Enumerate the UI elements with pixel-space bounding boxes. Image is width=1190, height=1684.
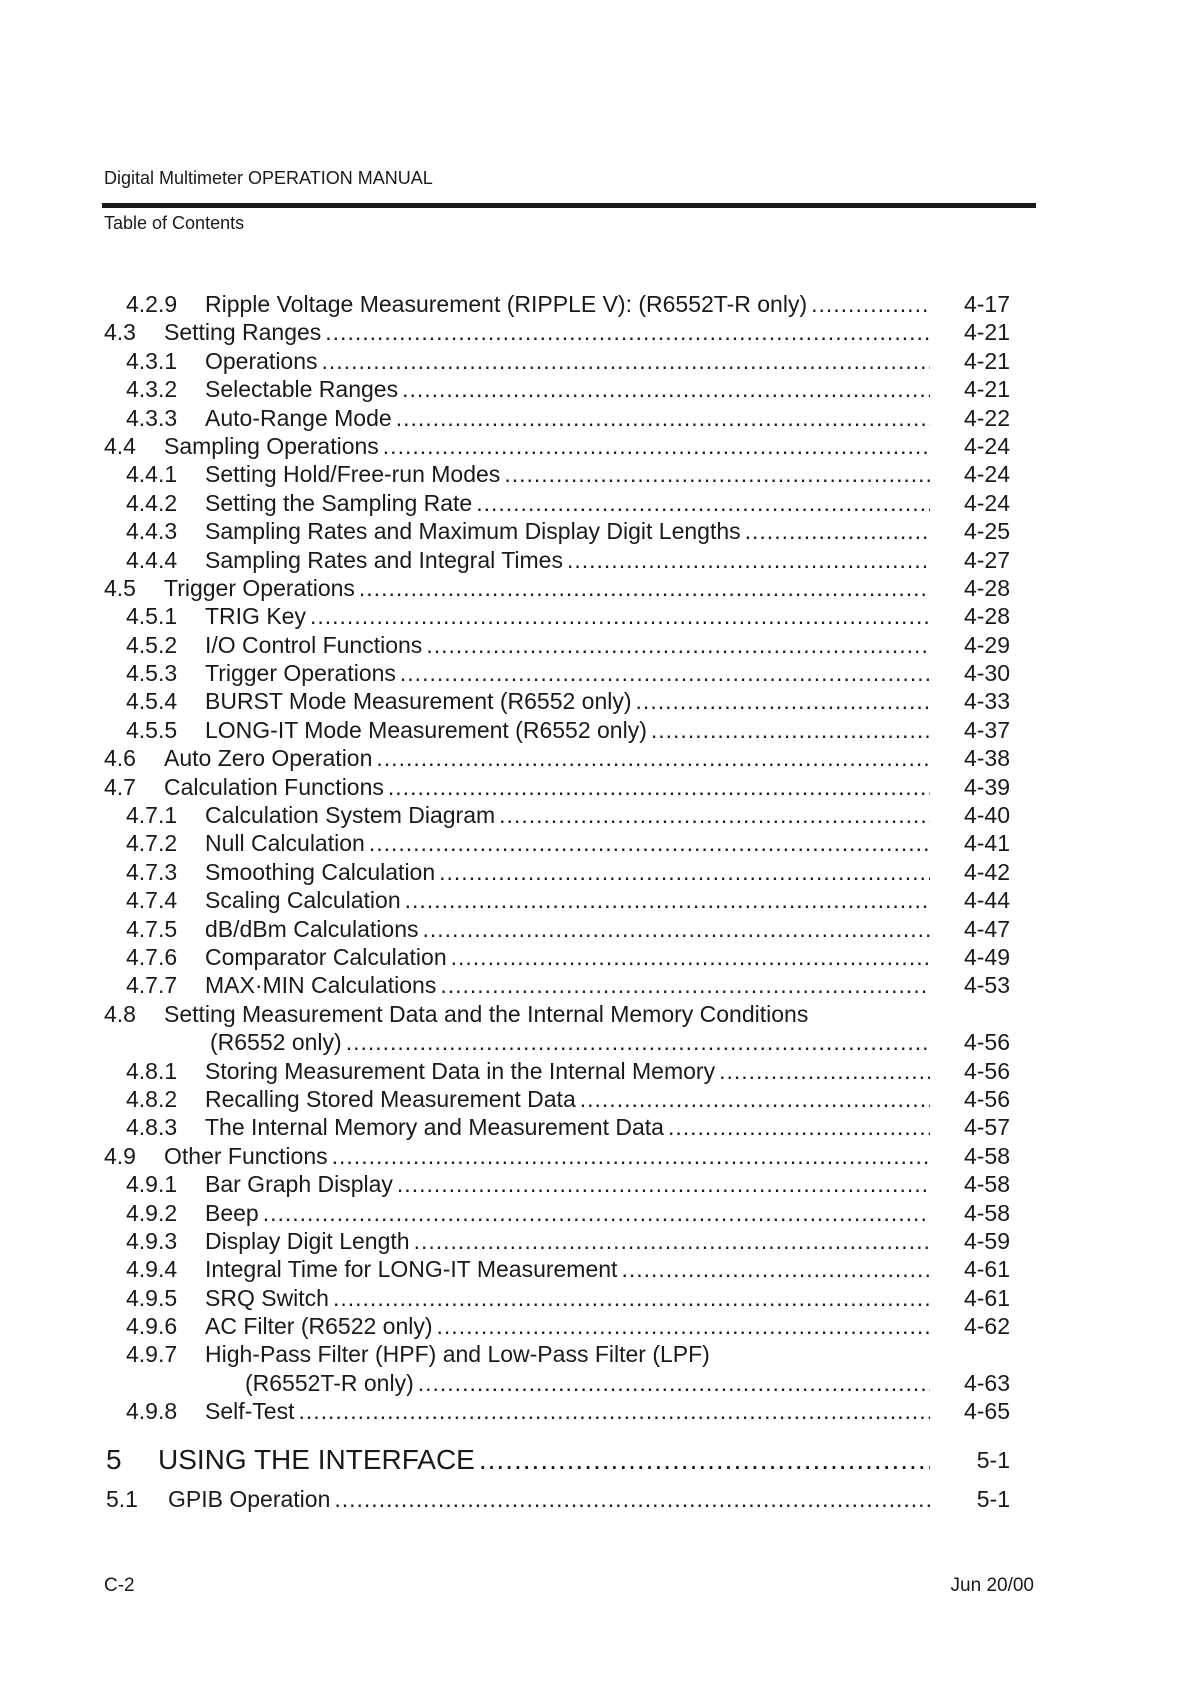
toc-entry-title: (R6552 only)	[210, 1029, 342, 1056]
toc-entry-body	[205, 602, 930, 630]
toc-entry-leader-dots	[745, 517, 930, 545]
toc-entry-number: 4.9.4	[126, 1256, 178, 1283]
toc-entry-number: 4.9.5	[126, 1284, 178, 1311]
toc-entry-number: 4.7.2	[126, 830, 178, 857]
toc-entry-page: 5-1	[976, 1446, 1010, 1473]
toc-entry-body	[210, 1028, 930, 1056]
toc-entry-body	[205, 1085, 930, 1113]
toc-entry-number: 4.8	[104, 1000, 136, 1027]
toc-entry-number: 4.9	[104, 1142, 136, 1169]
toc-entry-leader-dots	[369, 829, 930, 857]
toc-entry-page: 4-40	[963, 802, 1010, 829]
toc-entry-leader-dots	[719, 1057, 930, 1085]
toc-entry-leader-dots	[451, 943, 930, 971]
toc-entry[interactable]	[0, 1057, 1190, 1085]
toc-entry-body	[205, 971, 930, 999]
toc-entry[interactable]	[0, 659, 1190, 687]
toc-entry-title: Setting Ranges	[164, 319, 322, 346]
toc-entry-page: 4-41	[963, 830, 1010, 857]
toc-entry-body	[205, 1227, 930, 1255]
toc-entry-body	[164, 574, 930, 602]
toc-entry-body	[164, 1000, 856, 1028]
toc-entry-number: 4.3.2	[126, 376, 178, 403]
toc-entry-title: The Internal Memory and Measurement Data	[205, 1114, 664, 1141]
toc-entry-number: 4.4.4	[126, 546, 178, 573]
toc-entry-number: 4.9.1	[126, 1171, 178, 1198]
toc-entry[interactable]	[0, 687, 1190, 715]
toc-entry-body	[205, 1284, 930, 1312]
toc-entry-number: 4.9.6	[126, 1313, 178, 1340]
toc-entry-page: 4-58	[963, 1199, 1010, 1226]
toc-entry[interactable]	[0, 631, 1190, 659]
toc-entry-leader-dots	[621, 1255, 930, 1283]
toc-entry-body	[205, 1312, 930, 1340]
toc-entry[interactable]	[0, 375, 1190, 403]
toc-entry-body	[205, 404, 930, 432]
toc-entry-title: Ripple Voltage Measurement (RIPPLE V): (R6552T-R only)	[205, 291, 808, 317]
toc-entry-body	[205, 716, 930, 744]
toc-entry-leader-dots	[440, 971, 930, 999]
toc-entry-title: MAX·MIN Calculations	[205, 972, 437, 999]
toc-entry-body	[164, 744, 930, 772]
toc-entry-body	[205, 1340, 856, 1368]
toc-entry-title: Scaling Calculation	[205, 887, 401, 914]
toc-entry-title: Self-Test	[205, 1398, 295, 1425]
toc-entry-leader-dots	[383, 432, 930, 460]
toc-entry-number: 4.8.3	[126, 1114, 178, 1141]
toc-entry-page: 4-21	[963, 376, 1010, 403]
toc-entry-title: Calculation System Diagram	[205, 802, 496, 829]
toc-entry-page: 4-28	[963, 574, 1010, 601]
toc-entry-number: 5	[106, 1443, 122, 1475]
toc-entry-body	[205, 915, 930, 943]
toc-entry-leader-dots	[333, 1284, 930, 1312]
toc-entry[interactable]	[0, 1480, 1190, 1518]
toc-entry[interactable]	[0, 971, 1190, 999]
toc-entry-body	[158, 1440, 930, 1480]
toc-entry-title: Integral Time for LONG-IT Measurement	[205, 1256, 618, 1283]
toc-entry-title: Sampling Rates and Integral Times	[205, 546, 563, 573]
toc-entry-leader-dots	[499, 801, 930, 829]
toc-entry[interactable]	[0, 1312, 1190, 1340]
toc-entry-number: 4.7.6	[126, 943, 178, 970]
toc-entry[interactable]	[0, 744, 1190, 772]
toc-entry-leader-dots	[396, 404, 930, 432]
toc-entry-body	[205, 659, 930, 687]
toc-entry[interactable]	[0, 318, 1190, 346]
toc-entry-leader-dots	[263, 1199, 930, 1227]
toc-entry-leader-dots	[332, 1142, 930, 1170]
toc-entry-page: 4-61	[963, 1256, 1010, 1283]
toc-entry-number: 4.5	[104, 574, 136, 601]
toc-entry-number: 4.7.1	[126, 802, 178, 829]
toc-entry-page: 4-27	[963, 546, 1010, 573]
toc-entry-body	[205, 886, 930, 914]
toc-entry-title: I/O Control Functions	[205, 631, 423, 658]
toc-entry[interactable]	[0, 517, 1190, 545]
toc-entry-page: 4-39	[963, 773, 1010, 800]
toc-entry-page: 4-24	[963, 432, 1010, 459]
toc-entry-page: 4-21	[963, 347, 1010, 374]
toc-entry[interactable]	[0, 1340, 1190, 1368]
toc-entry-page: 4-58	[963, 1142, 1010, 1169]
toc-entry-body	[205, 1170, 930, 1198]
toc-entry-title: AC Filter (R6522 only)	[205, 1313, 433, 1340]
toc-entry-number: 4.9.3	[126, 1227, 178, 1254]
toc-entry-page: 4-47	[963, 915, 1010, 942]
toc-entry[interactable]	[0, 1170, 1190, 1198]
toc-entry-page: 4-65	[963, 1398, 1010, 1425]
toc-entry-page: 4-56	[963, 1057, 1010, 1084]
toc-entry[interactable]	[0, 489, 1190, 517]
toc-entry-page: 4-61	[963, 1284, 1010, 1311]
toc-entry-number: 4.4.1	[126, 461, 178, 488]
toc-entry-title: High-Pass Filter (HPF) and Low-Pass Filter (LPF)	[205, 1341, 710, 1368]
toc-entry-number: 4.3	[104, 319, 136, 346]
toc-entry-body	[205, 687, 930, 715]
toc-entry-number: 4.5.1	[126, 603, 178, 630]
toc-entry-body	[164, 318, 930, 346]
toc-entry-page: 4-53	[963, 972, 1010, 999]
toc-entry-title: Sampling Operations	[164, 432, 379, 459]
toc-entry-body	[205, 1113, 930, 1141]
toc-entry[interactable]	[0, 1199, 1190, 1227]
toc-entry-page: 4-59	[963, 1227, 1010, 1254]
toc-entry-page: 4-38	[963, 745, 1010, 772]
toc-entry-page: 4-62	[963, 1313, 1010, 1340]
toc-entry-number: 4.4.3	[126, 518, 178, 545]
toc-entry-title: Display Digit Length	[205, 1227, 410, 1254]
toc-entry-title: Auto Zero Operation	[164, 745, 373, 772]
toc-entry-leader-dots	[811, 290, 930, 318]
toc-entry-leader-dots	[334, 1480, 930, 1518]
toc-entry-page: 5-1	[976, 1485, 1010, 1512]
toc-entry-page: 4-25	[963, 518, 1010, 545]
toc-entry-leader-dots	[359, 574, 930, 602]
toc-entry[interactable]	[0, 290, 1190, 318]
toc-entry-body	[205, 829, 930, 857]
toc-entry-title: Smoothing Calculation	[205, 858, 436, 885]
toc-entry-leader-dots	[580, 1085, 930, 1113]
toc-entry-page: 4-28	[963, 603, 1010, 630]
toc-entry-title: Storing Measurement Data in the Internal Memory	[205, 1057, 716, 1084]
toc-entry-body	[205, 489, 930, 517]
toc-entry-body	[205, 858, 930, 886]
toc-entry-number: 5.1	[106, 1485, 138, 1512]
toc-entry-number: 4.3.1	[126, 347, 178, 374]
toc-entry-body	[205, 375, 930, 403]
toc-entry-number: 4.3.3	[126, 404, 178, 431]
toc-entry[interactable]	[0, 574, 1190, 602]
toc-entry-leader-dots	[405, 886, 930, 914]
toc-entry-body	[205, 1397, 930, 1425]
toc-entry[interactable]	[0, 915, 1190, 943]
toc-entry[interactable]	[0, 404, 1190, 432]
toc-entry-title: SRQ Switch	[205, 1284, 329, 1311]
toc-entry-page: 4-30	[963, 660, 1010, 687]
toc-entry-leader-dots	[397, 1170, 930, 1198]
toc-entry-body	[205, 943, 930, 971]
toc-entry-leader-dots	[567, 546, 930, 574]
toc-entry[interactable]	[0, 801, 1190, 829]
toc-entry-leader-dots	[504, 460, 930, 488]
toc-entry-leader-dots	[426, 631, 930, 659]
toc-entry-leader-dots	[400, 659, 930, 687]
toc-entry[interactable]	[0, 602, 1190, 630]
toc-entry-number: 4.9.7	[126, 1341, 178, 1368]
toc-entry-body	[205, 1057, 930, 1085]
toc-entry-leader-dots	[418, 1369, 930, 1397]
toc-entry-number: 4.7.4	[126, 887, 178, 914]
toc-entry-title: USING THE INTERFACE	[158, 1443, 475, 1475]
toc-entry-title: Setting the Sampling Rate	[205, 489, 473, 516]
toc-entry-page: 4-17	[963, 291, 1010, 317]
toc-entry-body	[205, 1199, 930, 1227]
toc-entry-number: 4.4.2	[126, 489, 178, 516]
toc-entry-page: 4-63	[963, 1369, 1010, 1396]
toc-entry-page: 4-56	[963, 1029, 1010, 1056]
toc-entry-leader-dots	[310, 602, 930, 630]
toc-entry[interactable]	[0, 460, 1190, 488]
toc-entry-title: Selectable Ranges	[205, 376, 399, 403]
toc-entry-page: 4-49	[963, 943, 1010, 970]
toc-entry-page: 4-24	[963, 461, 1010, 488]
toc-entry-leader-dots	[298, 1397, 930, 1425]
toc-entry-leader-dots	[479, 1440, 930, 1480]
toc-entry[interactable]	[0, 1255, 1190, 1283]
toc-entry-page: 4-33	[963, 688, 1010, 715]
toc-entry[interactable]	[0, 1085, 1190, 1113]
toc-entry-number: 4.7.7	[126, 972, 178, 999]
toc-entry[interactable]	[0, 886, 1190, 914]
toc-entry[interactable]	[0, 773, 1190, 801]
toc-entry-leader-dots	[423, 915, 931, 943]
toc-entry[interactable]	[0, 829, 1190, 857]
toc-entry-page: 4-37	[963, 716, 1010, 743]
toc-entry-page: 4-24	[963, 489, 1010, 516]
toc-entry-body	[245, 1369, 930, 1397]
toc-entry-number: 4.2.9	[126, 291, 178, 317]
toc-entry-title: GPIB Operation	[168, 1485, 331, 1512]
toc-entry-title: Bar Graph Display	[205, 1171, 393, 1198]
toc-entry-number: 4.5.5	[126, 716, 178, 743]
table-of-contents	[0, 290, 1190, 1518]
toc-entry-body	[205, 517, 930, 545]
toc-entry-title: Setting Hold/Free-run Modes	[205, 461, 501, 488]
toc-entry-number: 4.9.8	[126, 1398, 178, 1425]
toc-entry-leader-dots	[439, 858, 930, 886]
toc-entry-title: Sampling Rates and Maximum Display Digit Lengths	[205, 518, 741, 545]
toc-entry-number: 4.5.3	[126, 660, 178, 687]
toc-entry-body	[164, 1142, 930, 1170]
toc-entry-title: dB/dBm Calculations	[205, 915, 419, 942]
toc-entry[interactable]	[0, 1113, 1190, 1141]
toc-entry-number: 4.8.1	[126, 1057, 178, 1084]
toc-entry[interactable]	[0, 943, 1190, 971]
toc-entry-number: 4.7.5	[126, 915, 178, 942]
toc-entry-body	[205, 546, 930, 574]
toc-entry-number: 4.7.3	[126, 858, 178, 885]
toc-entry-body	[205, 801, 930, 829]
toc-entry-title: LONG-IT Mode Measurement (R6552 only)	[205, 716, 647, 743]
toc-entry-title: Setting Measurement Data and the Internal Memory Conditions	[164, 1000, 809, 1027]
toc-entry-number: 4.7	[104, 773, 136, 800]
toc-entry-leader-dots	[668, 1113, 930, 1141]
toc-entry-title: (R6552T-R only)	[245, 1369, 414, 1396]
toc-entry-title: Other Functions	[164, 1142, 328, 1169]
toc-entry-number: 4.5.4	[126, 688, 178, 715]
toc-entry-number: 4.6	[104, 745, 136, 772]
toc-entry[interactable]	[0, 1284, 1190, 1312]
toc-entry-leader-dots	[325, 318, 930, 346]
toc-entry-leader-dots	[437, 1312, 930, 1340]
toc-entry-page: 4-57	[963, 1114, 1010, 1141]
footer-date: Jun 20/00	[950, 1575, 1034, 1596]
toc-entry-title: Operations	[205, 347, 318, 374]
toc-entry-number: 4.8.2	[126, 1085, 178, 1112]
toc-entry-leader-dots	[322, 347, 930, 375]
toc-entry-title: BURST Mode Measurement (R6552 only)	[205, 688, 632, 715]
toc-entry-number: 4.4	[104, 432, 136, 459]
toc-entry[interactable]	[0, 716, 1190, 744]
toc-entry-body	[164, 432, 930, 460]
toc-entry-title: Trigger Operations	[164, 574, 355, 601]
toc-entry[interactable]	[0, 858, 1190, 886]
toc-entry-title: Calculation Functions	[164, 773, 384, 800]
toc-entry-page: 4-56	[963, 1085, 1010, 1112]
toc-entry[interactable]	[0, 1227, 1190, 1255]
toc-entry-number: 4.9.2	[126, 1199, 178, 1226]
toc-entry[interactable]	[0, 1440, 1190, 1480]
toc-entry-leader-dots	[651, 716, 930, 744]
toc-entry-body	[205, 290, 930, 318]
toc-entry-page: 4-29	[963, 631, 1010, 658]
toc-entry-page: 4-22	[963, 404, 1010, 431]
toc-entry-body	[168, 1480, 930, 1518]
toc-entry-page: 4-58	[963, 1171, 1010, 1198]
toc-entry-leader-dots	[476, 489, 930, 517]
toc-entry-title: Recalling Stored Measurement Data	[205, 1085, 576, 1112]
toc-entry-title: Null Calculation	[205, 830, 365, 857]
toc-entry-body	[205, 460, 930, 488]
toc-entry-page: 4-42	[963, 858, 1010, 885]
toc-entry[interactable]	[0, 432, 1190, 460]
toc-entry[interactable]	[0, 347, 1190, 375]
toc-entry-title: Comparator Calculation	[205, 943, 447, 970]
footer-page-number: C-2	[104, 1575, 135, 1596]
toc-entry-page: 4-44	[963, 887, 1010, 914]
toc-entry-body	[205, 1255, 930, 1283]
toc-entry[interactable]	[0, 546, 1190, 574]
toc-entry[interactable]	[0, 1000, 1190, 1028]
toc-entry[interactable]	[0, 1369, 1190, 1397]
toc-entry-body	[205, 631, 930, 659]
toc-entry-body	[205, 347, 930, 375]
page-subheader: Table of Contents	[104, 213, 245, 233]
toc-entry-leader-dots	[346, 1028, 930, 1056]
toc-entry-title: Beep	[205, 1199, 259, 1226]
page-header: Digital Multimeter OPERATION MANUAL	[104, 168, 433, 188]
toc-entry[interactable]	[0, 1028, 1190, 1056]
toc-entry-leader-dots	[414, 1227, 930, 1255]
toc-entry-title: Trigger Operations	[205, 660, 396, 687]
toc-entry-page: 4-21	[963, 319, 1010, 346]
header-rule	[102, 203, 1036, 208]
toc-entry-title: Auto-Range Mode	[205, 404, 392, 431]
toc-entry-leader-dots	[376, 744, 930, 772]
toc-entry[interactable]	[0, 1397, 1190, 1425]
toc-entry-number: 4.5.2	[126, 631, 178, 658]
toc-entry[interactable]	[0, 1142, 1190, 1170]
toc-entry-leader-dots	[388, 773, 930, 801]
toc-entry-body	[164, 773, 930, 801]
toc-entry-leader-dots	[402, 375, 930, 403]
toc-entry-title: TRIG Key	[205, 603, 306, 630]
toc-entry-leader-dots	[636, 687, 930, 715]
